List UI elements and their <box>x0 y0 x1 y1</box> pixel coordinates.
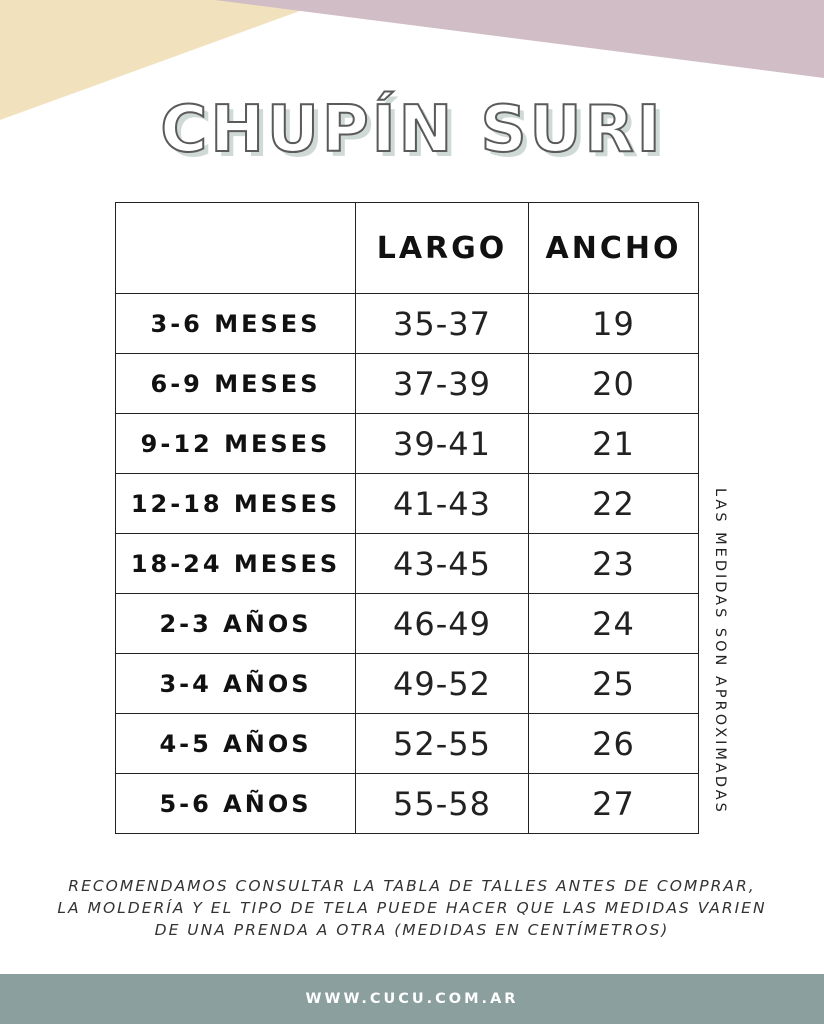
note-line: LA MOLDERÍA Y EL TIPO DE TELA PUEDE HACER QUE LAS MEDIDAS VARIEN <box>57 899 767 917</box>
ancho-value: 27 <box>529 774 699 834</box>
largo-value: 49-52 <box>356 654 529 714</box>
note-line: RECOMENDAMOS CONSULTAR LA TABLA DE TALLES ANTES DE COMPRAR, <box>68 877 756 895</box>
footer-bar <box>0 974 824 1024</box>
size-label: 4-5 AÑOS <box>116 714 356 774</box>
largo-value: 43-45 <box>356 534 529 594</box>
recommendation-note <box>0 875 824 941</box>
table-row <box>116 714 699 774</box>
size-label: 5-6 AÑOS <box>116 774 356 834</box>
column-header-ancho: ANCHO <box>529 203 699 294</box>
ancho-value: 21 <box>529 414 699 474</box>
table-row <box>116 594 699 654</box>
size-label: 6-9 MESES <box>116 354 356 414</box>
footer-website-link[interactable]: WWW.CUCU.COM.AR <box>305 991 519 1007</box>
ancho-value: 24 <box>529 594 699 654</box>
size-label: 18-24 MESES <box>116 534 356 594</box>
header-corner-cell <box>116 203 356 294</box>
largo-value: 37-39 <box>356 354 529 414</box>
ancho-value: 25 <box>529 654 699 714</box>
ancho-value: 19 <box>529 294 699 354</box>
table-row <box>116 534 699 594</box>
column-header-largo: LARGO <box>356 203 529 294</box>
table-row <box>116 774 699 834</box>
largo-value: 55-58 <box>356 774 529 834</box>
ancho-value: 23 <box>529 534 699 594</box>
ancho-value: 22 <box>529 474 699 534</box>
table-row <box>116 354 699 414</box>
table-header-row <box>116 203 699 294</box>
largo-value: 46-49 <box>356 594 529 654</box>
size-label: 3-4 AÑOS <box>116 654 356 714</box>
size-label: 3-6 MESES <box>116 294 356 354</box>
table-row <box>116 294 699 354</box>
page-title: CHUPÍN SURI <box>160 93 664 167</box>
approximate-measures-note: LAS MEDIDAS SON APROXIMADAS <box>712 488 728 815</box>
table-row <box>116 474 699 534</box>
size-label: 9-12 MESES <box>116 414 356 474</box>
table-row <box>116 654 699 714</box>
note-line: DE UNA PRENDA A OTRA (MEDIDAS EN CENTÍMETROS) <box>154 921 670 939</box>
corner-band-mauve <box>215 0 824 78</box>
size-label: 12-18 MESES <box>116 474 356 534</box>
size-table <box>115 202 699 834</box>
largo-value: 39-41 <box>356 414 529 474</box>
ancho-value: 20 <box>529 354 699 414</box>
largo-value: 35-37 <box>356 294 529 354</box>
size-label: 2-3 AÑOS <box>116 594 356 654</box>
largo-value: 41-43 <box>356 474 529 534</box>
ancho-value: 26 <box>529 714 699 774</box>
table-row <box>116 414 699 474</box>
largo-value: 52-55 <box>356 714 529 774</box>
